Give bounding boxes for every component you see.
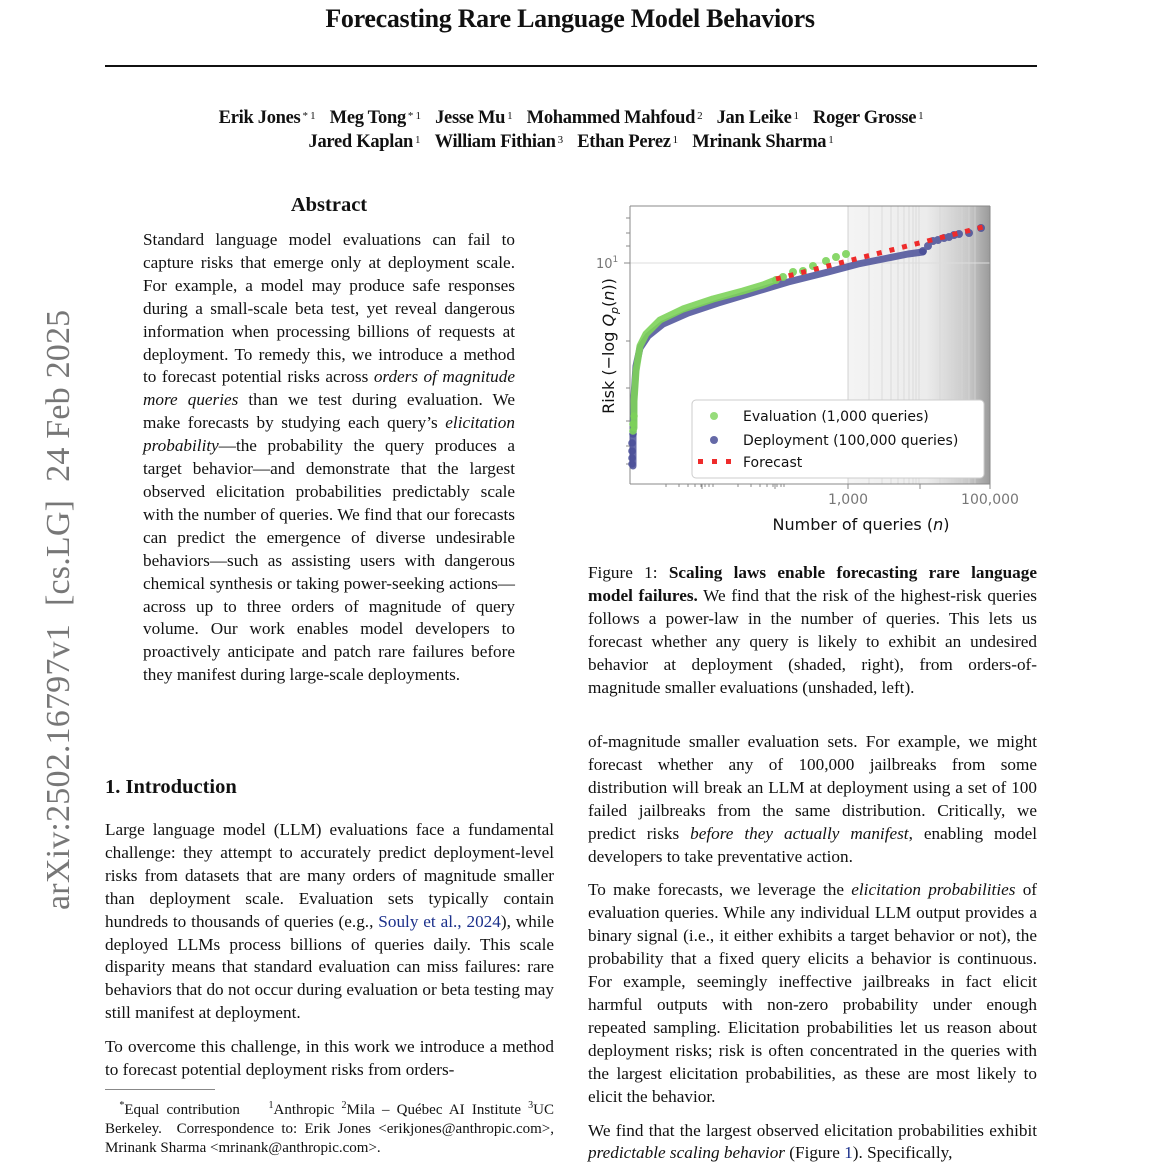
legend-evaluation: Evaluation (1,000 queries) (743, 409, 929, 425)
figure-1-caption: Figure 1: Scaling laws enable forecasting rare language model failures. We find that the risk of the highest-risk queries follows a power-law in the number of queries. This lets us forecast whether any query is likely to exhibit an undesired behavior at deployment (shaded, right), from orders-of-magnitude smaller evaluations (unshaded, left). (588, 563, 1037, 697)
paragraph: To make forecasts, we leverage the elicitation probabilities of evaluation queries. While any individual LLM output provides a binary signal (i.e., it either exhibits a target behavior or not), the probability that a fixed query elicits a behavior is continuous. For example, seemingly ineffective jailbreaks in fact elicit harmful outputs with non-zero probability under enough repeated sampling. Elicitation probabilities let us reason about deployment risks; risk is often concentrated in the queries with the largest elicitation probabilities, as these are most likely to elicit the behavior. (588, 880, 1038, 1106)
title-rule (105, 65, 1037, 67)
paper-title: Forecasting Rare Language Model Behaviors (325, 4, 815, 33)
footnote: *Equal contribution $^1$Anthropic $^2$Mila – Québec AI Institute $^3$UC Berkeley. Correspondence to: Erik Jones <erikjones@anthropic.com>, Mrinank Sharma <mrinank@anthropic.com>. (105, 1100, 555, 1156)
x-tick-label: 1,000 (827, 492, 869, 508)
chart-legend (692, 400, 984, 478)
author: Meg Tong $^{* 1}$ (329, 108, 421, 128)
evaluation-legend-icon (710, 412, 718, 420)
introduction-body (105, 819, 554, 1093)
x-axis-label: Number of queries (n) (772, 515, 950, 534)
y-tick-label: $10^1$ (596, 255, 619, 272)
author: Roger Grosse $^1$ (813, 108, 924, 128)
abstract-body: Standard language model evaluations can fail to capture risks that emerge only at deployment scale. For example, a model may produce safe responses during a small-scale beta test, yet reveal dangerous information when processing billions of requests at deployment. To remedy this, we introduce a method to forecast potential risks across orders of magnitude more queries than we test during evaluation. We make forecasts by studying each query’s elicitation probability—the probability the query produces a target behavior—and demonstrate that the largest observed elicitation probabilities predictably scale with the number of queries. We find that our forecasts can predict the emergence of diverse undesirable behaviors—such as assisting users with dangerous chemical synthesis or taking power-seeking actions—across up to three orders of magnitude of query volume. Our work enables model developers to proactively anticipate and patch rare failures before they manifest during large-scale deployments. (143, 230, 515, 685)
author: Mrinank Sharma $^1$ (692, 132, 834, 152)
figure-1-chart (588, 196, 1038, 541)
abstract-heading: Abstract (290, 194, 368, 216)
legend-deployment: Deployment (100,000 queries) (743, 433, 959, 449)
author: Erik Jones $^{* 1}$ (218, 108, 316, 128)
paragraph: To overcome this challenge, in this work we introduce a method to forecast potential deployment risks from orders- (105, 1037, 554, 1080)
author: William Fithian $^3$ (434, 132, 563, 152)
author: Mohammed Mahfoud $^2$ (526, 108, 703, 128)
author: Jesse Mu $^1$ (435, 108, 513, 128)
author-list (105, 106, 1037, 154)
paragraph: of-magnitude smaller evaluation sets. For example, we might forecast whether any of 100,000 jailbreaks from some distribution will break an LLM at deployment using a set of 100 failed jailbreaks from the same distribution. Critically, we predict risks before they actually manifest, enabling model developers to take preventative action. (588, 732, 1037, 866)
section-heading-introduction: 1. Introduction (105, 776, 237, 798)
right-column-body (588, 731, 1037, 1176)
author: Jan Leike $^1$ (716, 108, 799, 128)
author: Ethan Perez $^1$ (577, 132, 678, 152)
y-axis-label: Risk (−log $Q_p(n)$) (599, 278, 621, 414)
arxiv-stamp: arXiv:2502.16797v1[cs.LG]24 Feb 2025 (40, 309, 77, 910)
legend-forecast: Forecast (743, 455, 803, 471)
figure-reference-link[interactable]: 1 (844, 1143, 853, 1163)
forecast-legend-icon (698, 459, 731, 464)
citation-link[interactable]: Souly et al., 2024 (378, 911, 501, 931)
paragraph: Large language model (LLM) evaluations face a fundamental challenge: they attempt to accurately predict deployment-level risks from datasets that are many orders of magnitude smaller than deployment scale. Evaluation sets typically contain hundreds to thousands of queries (e.g., Souly et al., 2024), while deployed LLMs process billions of queries daily. This scale disparity means that standard evaluation can miss failures: rare behaviors that do not occur during evaluation or beta testing may still manifest at deployment. (105, 820, 554, 1023)
author: Jared Kaplan $^1$ (308, 132, 421, 152)
x-tick-label: 100,000 (961, 492, 1019, 508)
paragraph: We find that the largest observed elicitation probabilities exhibit predictable scaling behavior (Figure 1). Specifically, (588, 1120, 1037, 1163)
footnote-rule (105, 1089, 215, 1090)
deployment-legend-icon (710, 436, 718, 444)
